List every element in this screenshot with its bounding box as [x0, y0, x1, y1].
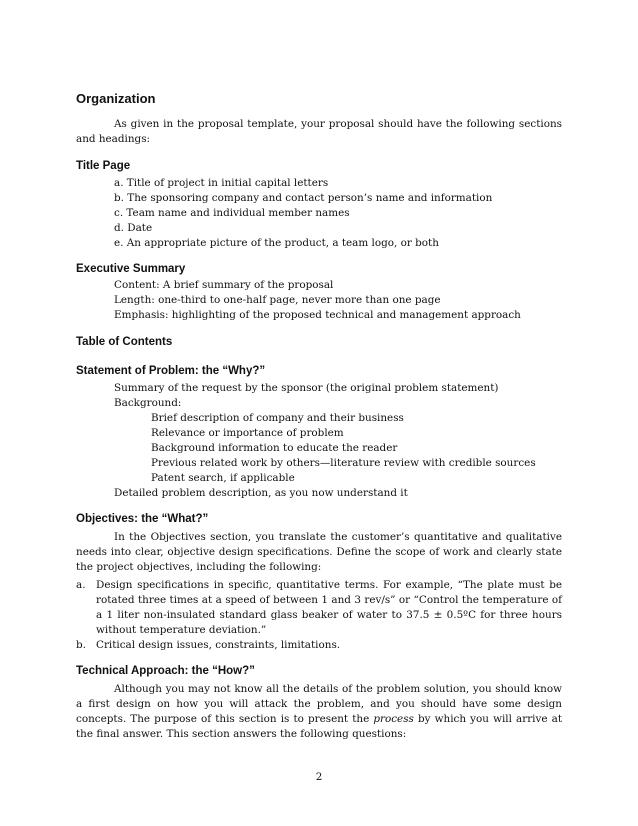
list-item: e. An appropriate picture of the product, a team logo, or both — [114, 237, 439, 249]
technical-emphasis: process — [373, 713, 414, 725]
list-marker: b. — [76, 639, 86, 651]
heading-problem: Statement of Problem: the “Why?” — [76, 365, 266, 377]
section-table-of-contents — [76, 335, 562, 349]
list-item: Emphasis: highlighting of the proposed technical and management approach — [114, 309, 521, 321]
heading-organization: Organization — [76, 91, 156, 106]
heading-technical-approach: Technical Approach: the “How?” — [76, 665, 255, 677]
section-objectives — [76, 512, 562, 653]
heading-table-of-contents: Table of Contents — [76, 336, 173, 348]
list-item: Brief description of company and their business — [151, 412, 404, 424]
section-title-page — [76, 159, 562, 251]
technical-text-after: by which you will arrive at the final answer. This section answers the following questions: — [76, 713, 562, 740]
list-item-text: Design specifications in specific, quantitative terms. For example, “The plate must be rotated three times at a speed of between 1 and 3 rev/s” or “Control the temperature of a 1 liter non-insulated standard glass beaker of water to 37.5 ± 0.5ºC for three hours without temperature deviation.” — [96, 579, 562, 636]
title-page-list — [76, 176, 562, 251]
problem-list — [76, 381, 562, 501]
objectives-list — [76, 578, 562, 653]
list-item: Summary of the request by the sponsor (the original problem statement) — [114, 382, 499, 394]
page-content — [76, 92, 562, 742]
list-item: Previous related work by others—literature review with credible sources — [151, 457, 536, 469]
page-number: 2 — [315, 771, 323, 783]
list-item: Relevance or importance of problem — [151, 427, 344, 439]
list-item: Content: A brief summary of the proposal — [114, 279, 334, 291]
list-marker: a. — [76, 579, 86, 591]
list-item: d. Date — [114, 222, 153, 234]
list-item: b. The sponsoring company and contact person’s name and information — [114, 192, 493, 204]
heading-objectives: Objectives: the “What?” — [76, 513, 209, 525]
technical-text-before: Although you may not know all the details of the problem solution, you should know a first design on how you will attack the problem, and you should have some design concepts. The purpose of this section is to present the — [76, 683, 562, 725]
executive-summary-list — [76, 278, 562, 323]
list-item-text: Critical design issues, constraints, limitations. — [96, 639, 341, 651]
list-item — [76, 638, 562, 653]
list-item: Length: one-third to one-half page, never more than one page — [114, 294, 441, 306]
heading-executive-summary: Executive Summary — [76, 263, 186, 275]
technical-paragraph — [76, 682, 562, 742]
section-problem — [76, 364, 562, 501]
organization-intro: As given in the proposal template, your proposal should have the following sections and headings: — [76, 118, 562, 145]
objectives-intro: In the Objectives section, you translate the customer’s quantitative and qualitative needs into clear, objective design specifications. Define the scope of work and clearly state the project objectives, including the following: — [76, 531, 562, 573]
list-item: Detailed problem description, as you now understand it — [114, 487, 408, 499]
list-item — [76, 578, 562, 638]
list-item: Patent search, if applicable — [151, 472, 295, 484]
list-item: a. Title of project in initial capital letters — [114, 177, 329, 189]
list-item: c. Team name and individual member names — [114, 207, 350, 219]
list-item: Background: — [114, 397, 182, 409]
list-item: Background information to educate the reader — [151, 442, 398, 454]
section-technical-approach — [76, 664, 562, 742]
section-executive-summary — [76, 262, 562, 323]
heading-title-page: Title Page — [76, 160, 131, 172]
